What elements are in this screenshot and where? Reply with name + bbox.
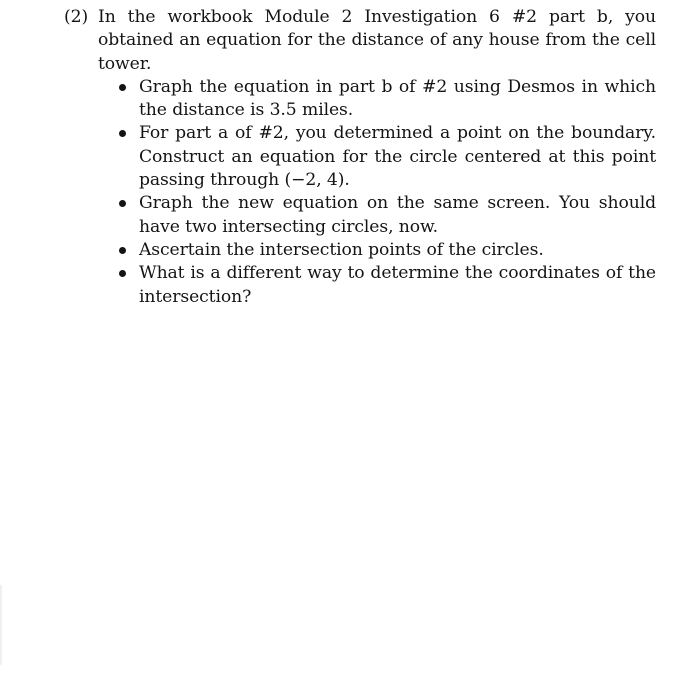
bullet-icon — [119, 84, 126, 91]
problem-statement: In the workbook Module 2 Investigation 6 #2 part b, you obtained an equation for the distance of any house from the cell tower. — [98, 7, 656, 74]
task-text: Graph the new equation on the same screen. You should have two intersecting circles, now. — [139, 193, 656, 237]
bullet-icon — [119, 270, 126, 277]
list-item — [119, 192, 656, 239]
task-list — [119, 76, 656, 309]
task-text: Ascertain the intersection points of the circles. — [139, 239, 544, 260]
bullet-icon — [119, 247, 126, 254]
page-edge-shadow — [0, 585, 3, 665]
task-text: For part a of #2, you determined a point on the boundary. Construct an equation for the circle centered at this point passing through (−2, 4). — [139, 123, 656, 191]
list-item — [119, 262, 656, 309]
list-item — [119, 76, 656, 123]
list-item — [119, 122, 656, 192]
problem-header — [64, 6, 656, 76]
list-item — [119, 239, 656, 262]
problem-number: (2) — [64, 7, 89, 27]
task-text: What is a different way to determine the coordinates of the intersection? — [139, 263, 656, 307]
bullet-icon — [119, 200, 126, 207]
task-text: Graph the equation in part b of #2 using Desmos in which the distance is 3.5 miles. — [139, 76, 656, 121]
problem-2 — [64, 6, 656, 309]
bullet-icon — [119, 130, 126, 137]
